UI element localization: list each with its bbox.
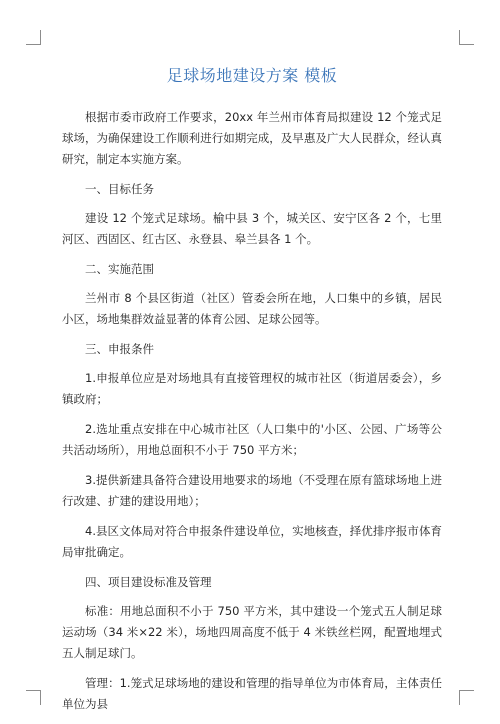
condition-item-2: 2.选址重点安排在中心城市社区（人口集中的'小区、公园、广场等公共活动场所），用地总面积不小于 750 平方米； [62, 422, 442, 457]
document-title: 足球场地建设方案 模板 [166, 66, 338, 85]
section-heading-goals: 一、目标任务 [85, 182, 154, 196]
section-heading-scope: 二、实施范围 [85, 262, 154, 276]
intro-paragraph: 根据市委市政府工作要求，20xx 年兰州市体育局拟建设 12 个笼式足球场，为确保建设工作顺利进行如期完成，及早惠及广大人民群众，经认真研究，制定本实施方案。 [62, 110, 442, 166]
section-heading-standards: 四、项目建设标准及管理 [85, 575, 212, 589]
scope-paragraph: 兰州市 8 个县区街道（社区）管委会所在地，人口集中的乡镇，居民小区，场地集群效益显著的体育公园、足球公园等。 [62, 291, 442, 326]
crop-mark-top-right [459, 30, 474, 45]
management-paragraph: 管理：1.笼式足球场地的建设和管理的指导单位为市体育局，主体责任单位为县 [62, 676, 442, 711]
condition-item-3: 3.提供新建具备符合建设用地要求的场地（不受理在原有篮球场地上进行改建、扩建的建设用地）； [62, 473, 442, 508]
document-body [62, 107, 442, 724]
section-heading-conditions: 三、申报条件 [85, 342, 154, 356]
crop-mark-top-left [26, 30, 41, 45]
condition-item-1: 1.申报单位应是对场地具有直接管理权的城市社区（街道居委会），乡镇政府； [62, 371, 442, 406]
goals-paragraph: 建设 12 个笼式足球场。榆中县 3 个，城关区、安宁区各 2 个，七里河区、西固区、红古区、永登县、皋兰县各 1 个。 [62, 211, 442, 246]
crop-mark-bottom-left [26, 690, 41, 705]
condition-item-4: 4.县区文体局对符合申报条件建设单位，实地核查，择优排序报市体育局审批确定。 [62, 524, 442, 559]
crop-mark-bottom-right [459, 690, 474, 705]
standards-paragraph: 标准：用地总面积不小于 750 平方米，其中建设一个笼式五人制足球运动场（34 米×22 米），场地四周高度不低于 4 米铁丝栏网，配置地埋式五人制足球门。 [62, 604, 442, 660]
